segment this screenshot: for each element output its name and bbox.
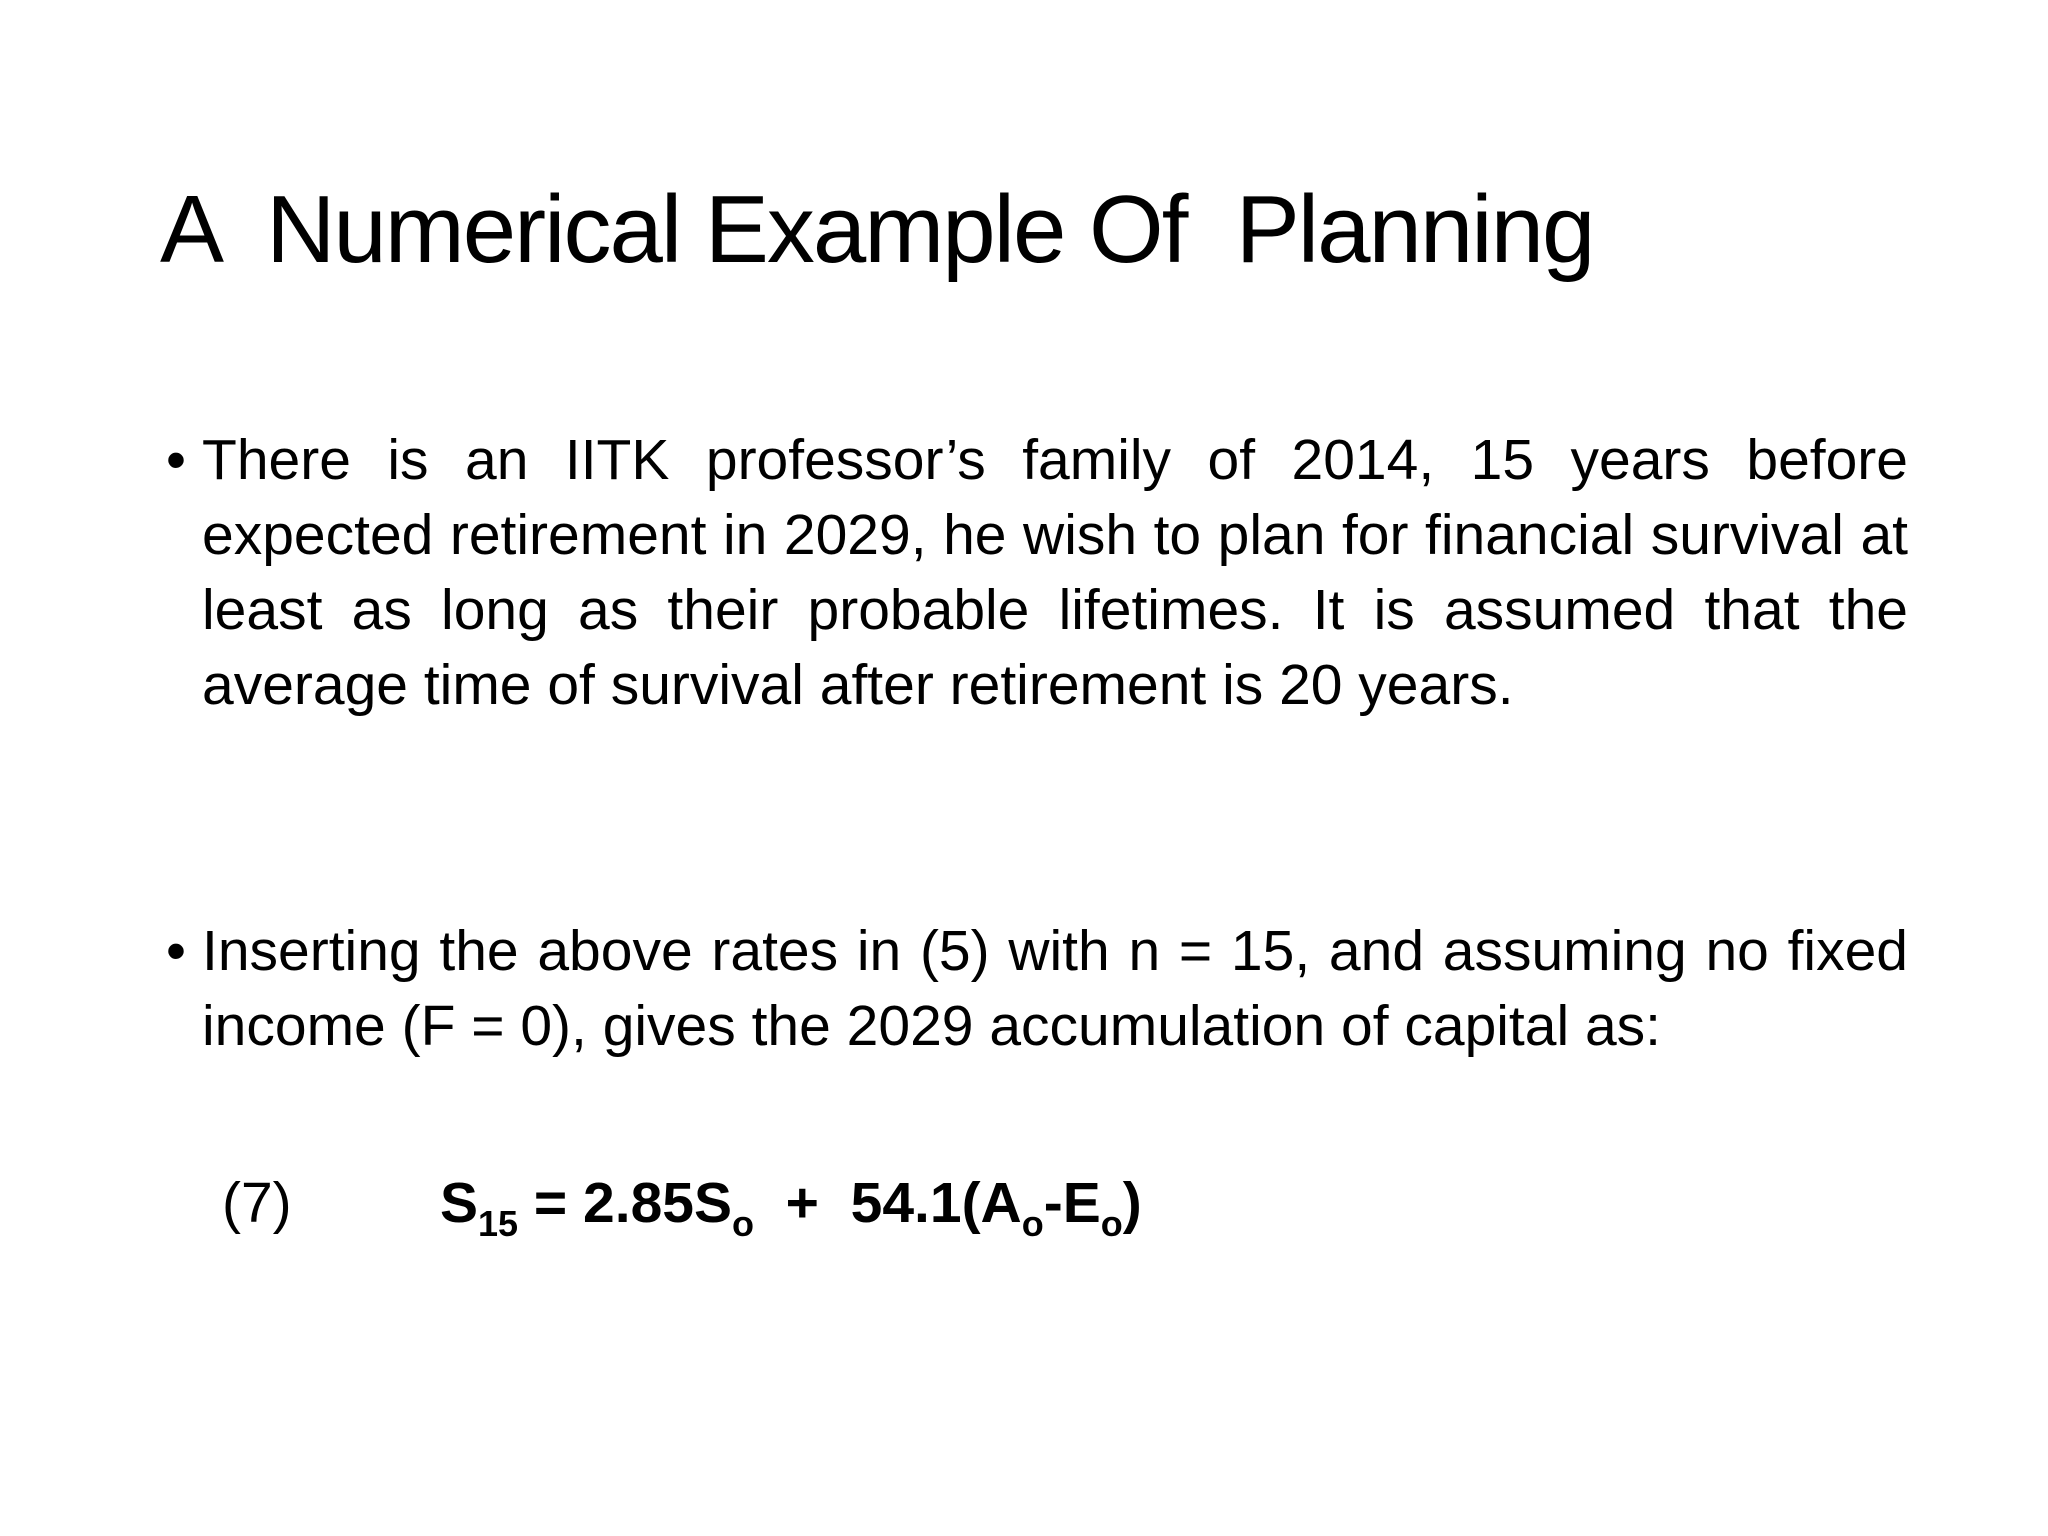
equation-number: (7) [222, 1171, 292, 1235]
eq-plus-term: + 54.1(A [754, 1171, 1022, 1235]
bullet-item [166, 423, 1908, 723]
eq-s0-subscript: o [732, 1203, 754, 1244]
equation-formula [440, 1163, 1142, 1243]
eq-e0-subscript: o [1100, 1203, 1123, 1244]
eq-lhs-symbol: S [440, 1171, 479, 1235]
eq-lhs-subscript: 15 [478, 1203, 519, 1244]
eq-a0-subscript: o [1021, 1203, 1044, 1244]
eq-minus-e: -E [1043, 1171, 1101, 1235]
bullet-marker: • [166, 919, 186, 983]
eq-close-paren: ) [1122, 1171, 1142, 1235]
bullet-marker: • [166, 428, 186, 492]
eq-coefficient: = 2.85S [518, 1171, 732, 1235]
bullet-text: Inserting the above rates in (5) with n = 15, and assuming no fixed income (F = 0), gives the 2029 accumulation of capital as: [202, 919, 1908, 1058]
slide-title: A Numerical Example Of Planning [160, 176, 1594, 283]
bullet-item [166, 914, 1908, 1064]
bullet-text: There is an IITK professor’s family of 2014, 15 years before expected retirement in 2029, he wish to plan for financial survival at least as long as their probable lifetimes. It is assumed that the average time of survival after retirement is 20 years. [202, 428, 1908, 717]
